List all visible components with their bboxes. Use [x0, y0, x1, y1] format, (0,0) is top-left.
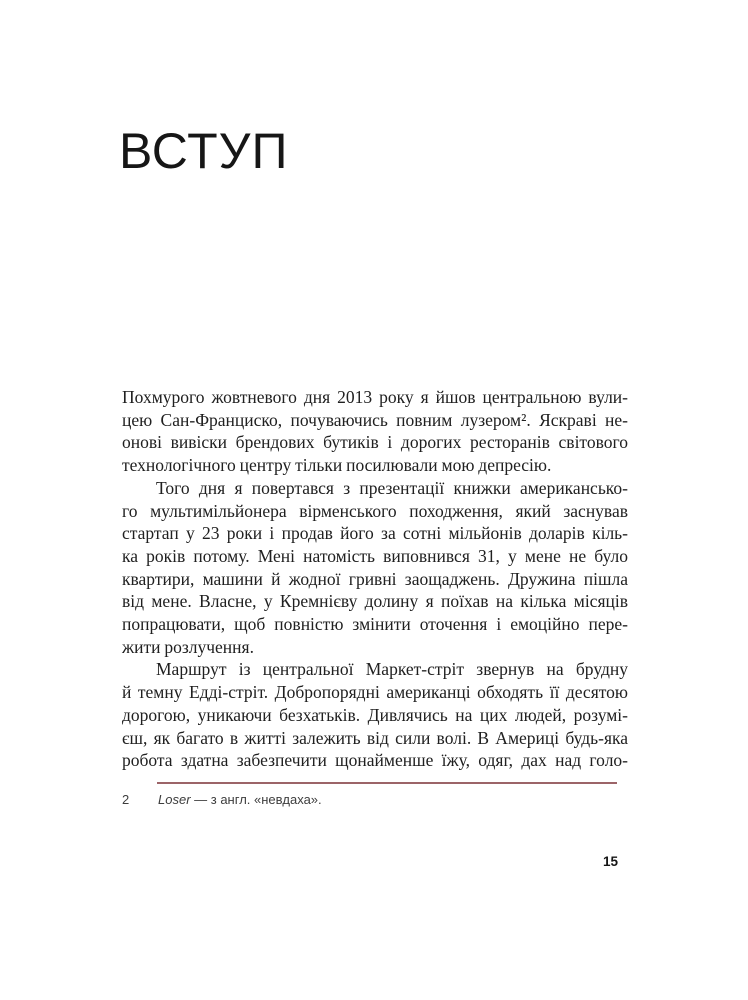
footnote-body: [158, 792, 628, 808]
text-line: Маршрут із центральної Маркет-стріт звернув на брудну: [156, 659, 628, 680]
text-line: квартири, машини й жодної гривні заощаджень. Дружина пішла: [122, 568, 628, 589]
text-line: дорогою, уникаючи безхатьків. Дивлячись на цих людей, розумі-: [122, 704, 628, 725]
text-line: єш, як багато в житті залежить від сили волі. В Америці будь-яка: [122, 727, 628, 748]
footnote-divider: [157, 782, 617, 784]
text-line: від мене. Власне, у Кремнієву долину я поїхав на кілька місяців: [122, 591, 628, 612]
text-line: онові вивіски брендових бутиків і дорогих ресторанів світового: [122, 432, 628, 453]
text-line: робота здатна забезпечити щонайменше їжу, одяг, дах над голо-: [122, 750, 628, 771]
text-line: й темну Едді-стріт. Добропорядні американці обходять її десятою: [122, 682, 628, 703]
body-text: [122, 386, 628, 772]
footnote: [122, 792, 628, 808]
footnote-term: Loser: [158, 792, 191, 807]
paragraph: [122, 386, 628, 477]
paragraph: [122, 658, 628, 772]
text-line: Того дня я повертався з презентації книжки американсько-: [156, 477, 628, 498]
text-line: Похмурого жовтневого дня 2013 року я йшов центральною вули-: [122, 387, 628, 407]
footnote-text: — з англ. «невдаха».: [190, 792, 322, 807]
text-line: ка років потому. Мені натомість виповнився 31, у мене не було: [122, 545, 628, 566]
text-line: жити розлучення.: [122, 636, 254, 657]
footnote-marker: 2: [122, 792, 130, 807]
text-line: технологічного центру тільки посилювали мою депресію.: [122, 455, 552, 476]
paragraph: [122, 477, 628, 659]
text-line: стартап у 23 роки і продав його за сотні мільйонів доларів кіль-: [122, 523, 628, 544]
text-line: цею Сан-Франциско, почуваючись повним лузером². Яскраві не-: [122, 409, 628, 430]
text-line: го мультимільйонера вірменського походження, який заснував: [122, 500, 628, 521]
chapter-title: ВСТУП: [119, 123, 289, 179]
page-number: 15: [602, 854, 618, 869]
text-line: попрацювати, щоб повністю змінити оточення і емоційно пере-: [122, 614, 628, 635]
